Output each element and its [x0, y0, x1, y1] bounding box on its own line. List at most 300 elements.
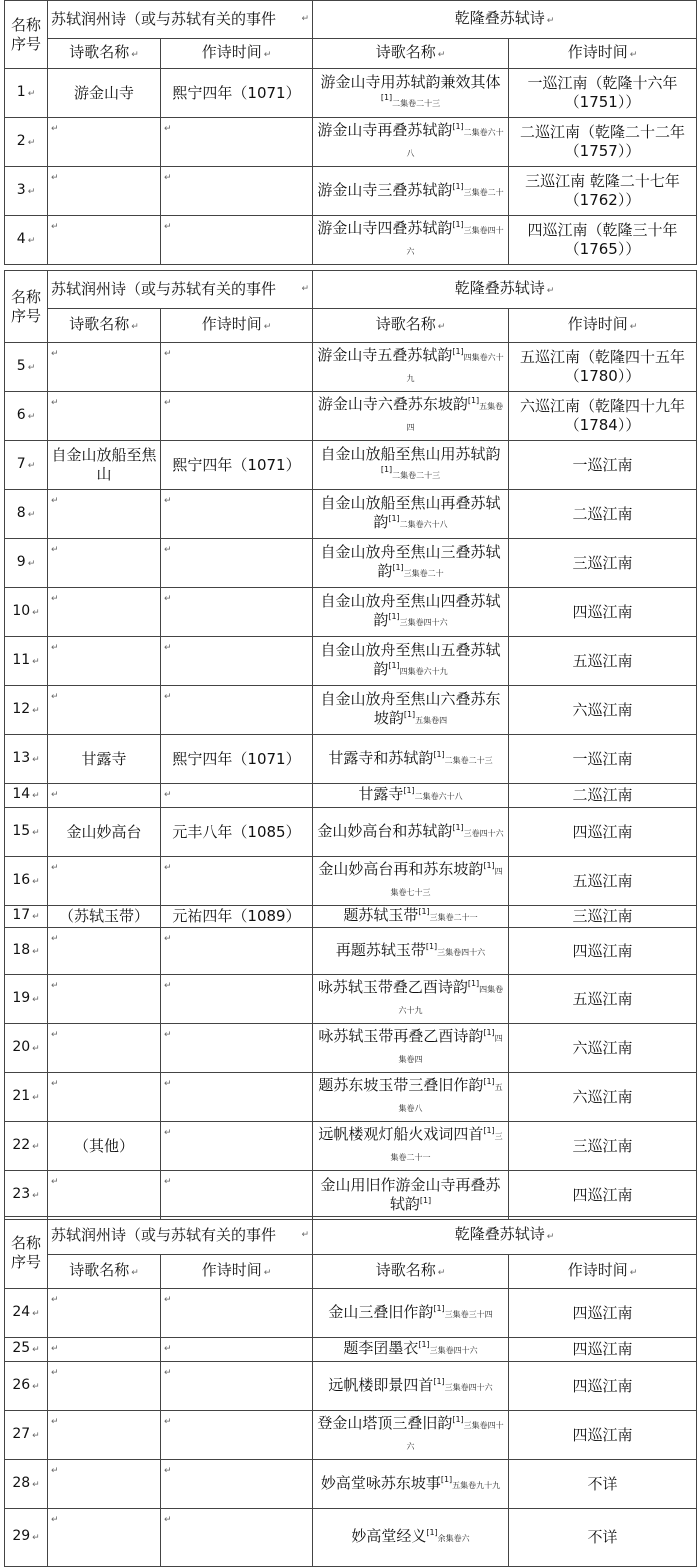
qianlong-poem-name: 游金山寺用苏轼韵兼效其体 [320, 73, 501, 91]
table-row [5, 808, 697, 857]
su-poem-time-cell [161, 1362, 313, 1411]
footnote-ref: [1] [452, 347, 464, 356]
row-number [5, 928, 48, 975]
table-row [5, 539, 697, 588]
paragraph-mark: ↵ [437, 1267, 446, 1278]
su-poem-name-cell [48, 906, 161, 928]
qianlong-poem-name-cell [313, 1411, 509, 1460]
qianlong-poem-name: 游金山寺三叠苏轼韵 [317, 180, 453, 199]
table-row [5, 1509, 697, 1567]
qianlong-poem-time-cell [509, 1171, 697, 1220]
paragraph-mark: ↵ [164, 594, 172, 604]
qianlong-poem-name: 题李囝墨衣 [343, 1339, 419, 1357]
qianlong-poem-time-cell [509, 216, 697, 265]
table-row [5, 1460, 697, 1509]
qianlong-poem-name: 游金山寺再叠苏轼韵 [317, 121, 453, 139]
su-poem-time-cell [161, 216, 313, 265]
su-poem-name-cell [48, 1171, 161, 1220]
su-poem-name-header-text: 诗歌名称 [69, 1260, 130, 1279]
qianlong-poem-time-header [509, 39, 697, 69]
collection-volume: 二集卷六十八 [399, 520, 448, 529]
qianlong-poem-time-header-text: 作诗时间 [567, 314, 628, 333]
qianlong-poem-time-cell [509, 1338, 697, 1362]
qianlong-poem-name-cell [313, 441, 509, 490]
qianlong-poem-time: 五巡江南 [572, 651, 633, 670]
qianlong-poem-name-cell [313, 490, 509, 539]
paragraph-mark: ↵ [164, 790, 172, 800]
qianlong-poem-time: 三巡江南 [572, 1136, 633, 1155]
paragraph-mark: ↵ [301, 1230, 309, 1240]
number-header-text: 名称序号 [10, 287, 41, 325]
row-number-text: 18 [12, 941, 31, 958]
paragraph-mark: ↵ [51, 1177, 59, 1187]
footnote-ref: [1] [483, 1126, 495, 1135]
su-poem-name-cell [48, 735, 161, 784]
row-number-text: 29 [12, 1528, 31, 1544]
table-row [5, 118, 697, 167]
qianlong-poem-name-cell [313, 857, 509, 906]
row-number-text: 28 [12, 1474, 31, 1491]
qianlong-poem-name: 题苏东坡玉带三叠旧作韵 [318, 1076, 484, 1094]
row-number [5, 216, 48, 265]
row-number [5, 539, 48, 588]
qianlong-poem-name-header [313, 39, 509, 69]
qianlong-poem-name: 再题苏轼玉带 [335, 940, 426, 959]
qianlong-poem-name-cell [313, 1362, 509, 1411]
su-shi-group-header-text: 苏轼润州诗（或与苏轼有关的事件 [51, 1226, 277, 1244]
row-number [5, 1411, 48, 1460]
footnote-ref: [1] [403, 710, 416, 719]
row-number-text: 9 [16, 553, 26, 570]
table-row [5, 392, 697, 441]
table-row [5, 490, 697, 539]
qianlong-poem-name: 远帆楼观灯船火戏词四首 [318, 1125, 484, 1143]
collection-volume: 三集卷二十一 [390, 1132, 503, 1162]
collection-volume: 三集卷二十 [463, 187, 504, 197]
qianlong-poem-time: 六巡江南 [572, 1038, 633, 1057]
poem-table [4, 270, 697, 1220]
qianlong-poem-name: 自金山放舟至焦山四叠苏轼韵 [320, 592, 501, 629]
row-number [5, 1073, 48, 1122]
su-poem-time-cell [161, 441, 313, 490]
su-poem-time-cell [161, 784, 313, 808]
qianlong-poem-time-header [509, 1255, 697, 1289]
cell-text: （苏轼玉带） [58, 907, 149, 925]
poem-table [4, 0, 697, 265]
paragraph-mark: ↵ [51, 1368, 59, 1378]
qianlong-poem-time-cell [509, 686, 697, 735]
header-row-group [5, 1217, 697, 1255]
row-number [5, 167, 48, 216]
su-poem-name-cell [48, 637, 161, 686]
footnote-ref: [1] [483, 1077, 495, 1086]
collection-volume: 五集卷八 [398, 1083, 503, 1113]
su-poem-time-cell [161, 1289, 313, 1338]
row-number-text: 27 [12, 1425, 31, 1442]
qianlong-group-header [313, 271, 697, 309]
row-number [5, 343, 48, 392]
row-number [5, 975, 48, 1024]
su-poem-time-cell [161, 343, 313, 392]
qianlong-poem-time-cell [509, 1289, 697, 1338]
row-number [5, 392, 48, 441]
qianlong-poem-name: 题苏轼玉带 [343, 906, 419, 924]
table-row [5, 1024, 697, 1073]
paragraph-mark: ↵ [27, 186, 36, 197]
cell-text: 自金山放船至焦山 [51, 446, 157, 483]
su-poem-time-cell [161, 1460, 313, 1509]
qianlong-poem-time: 三巡江南 [572, 907, 633, 925]
su-poem-name-cell [48, 975, 161, 1024]
su-poem-time-cell [161, 1509, 313, 1567]
number-header [5, 271, 48, 343]
paragraph-mark: ↵ [32, 1381, 40, 1392]
table-row [5, 216, 697, 265]
qianlong-poem-name: 游金山寺四叠苏轼韵 [317, 219, 453, 237]
row-number [5, 735, 48, 784]
paragraph-mark: ↵ [51, 1030, 59, 1040]
qianlong-poem-time: 四巡江南 [572, 941, 633, 960]
qianlong-poem-time: 六巡江南（乾隆四十九年（1784）） [519, 397, 685, 434]
su-poem-name-cell [48, 69, 161, 118]
paragraph-mark: ↵ [164, 1295, 172, 1305]
su-poem-time-header [161, 1255, 313, 1289]
table-row [5, 1362, 697, 1411]
row-number [5, 441, 48, 490]
row-number-text: 11 [12, 651, 31, 668]
su-poem-name-header-text: 诗歌名称 [69, 314, 130, 333]
su-poem-time-cell [161, 1411, 313, 1460]
collection-volume: 三卷四十六 [463, 828, 504, 838]
su-poem-time-header [161, 39, 313, 69]
paragraph-mark: ↵ [131, 49, 139, 60]
paragraph-mark: ↵ [164, 643, 172, 653]
number-header-text: 名称序号 [10, 1233, 41, 1271]
row-number [5, 1024, 48, 1073]
footnote-ref: [1] [467, 979, 480, 988]
qianlong-poem-name-header [313, 309, 509, 343]
footnote-ref: [1] [388, 514, 400, 523]
row-number-text: 1 [16, 83, 26, 100]
row-number-text: 17 [12, 907, 31, 923]
su-poem-time-cell [161, 906, 313, 928]
row-number [5, 69, 48, 118]
qianlong-poem-time-cell [509, 808, 697, 857]
footnote-ref: [1] [388, 661, 400, 670]
paragraph-mark: ↵ [51, 1295, 59, 1305]
paragraph-mark: ↵ [164, 222, 172, 232]
collection-volume: 五集卷九十九 [452, 1480, 501, 1490]
row-number-text: 4 [16, 230, 26, 247]
qianlong-group-text: 乾隆叠苏轼诗 [454, 8, 545, 27]
su-poem-time-cell [161, 1171, 313, 1220]
paragraph-mark: ↵ [32, 1533, 40, 1543]
qianlong-poem-time-cell [509, 118, 697, 167]
collection-volume: 三集卷三十四 [444, 1309, 493, 1319]
qianlong-poem-time: 三巡江南 乾隆二十七年（1762）） [525, 172, 680, 209]
paragraph-mark: ↵ [51, 790, 59, 800]
row-number [5, 906, 48, 928]
row-number [5, 686, 48, 735]
cell-text: （其他） [73, 1136, 134, 1155]
table-row [5, 975, 697, 1024]
qianlong-poem-name-cell [313, 975, 509, 1024]
qianlong-poem-name-cell [313, 906, 509, 928]
row-number [5, 1362, 48, 1411]
qianlong-poem-name: 自金山放舟至焦山六叠苏东坡韵 [320, 690, 501, 727]
table-row [5, 167, 697, 216]
paragraph-mark: ↵ [51, 1344, 59, 1354]
su-poem-name-cell [48, 784, 161, 808]
row-number-text: 14 [12, 786, 31, 802]
su-poem-time-cell [161, 167, 313, 216]
qianlong-poem-time-cell [509, 167, 697, 216]
qianlong-poem-time: 二巡江南（乾隆二十二年（1757）） [519, 123, 685, 160]
row-number-text: 23 [12, 1185, 31, 1202]
su-poem-name-header-text: 诗歌名称 [69, 42, 130, 61]
qianlong-poem-time-cell [509, 1073, 697, 1122]
qianlong-poem-time-cell [509, 928, 697, 975]
table-row [5, 1411, 697, 1460]
footnote-ref: [1] [426, 1528, 438, 1537]
paragraph-mark: ↵ [131, 1267, 139, 1278]
qianlong-poem-time: 四巡江南 [572, 822, 633, 841]
qianlong-poem-time: 二巡江南 [572, 786, 633, 804]
paragraph-mark: ↵ [32, 912, 40, 922]
collection-volume: 余集卷六 [437, 1534, 470, 1543]
collection-volume: 四集卷七十三 [390, 867, 503, 897]
qianlong-poem-name: 咏苏轼玉带叠乙酉诗韵 [317, 978, 468, 996]
table-row [5, 1338, 697, 1362]
qianlong-poem-time: 四巡江南 [572, 602, 633, 621]
header-row-columns [5, 39, 697, 69]
paragraph-mark: ↵ [32, 946, 40, 957]
paragraph-mark: ↵ [164, 124, 172, 134]
row-number-text: 3 [16, 181, 26, 198]
su-poem-time-cell [161, 857, 313, 906]
paragraph-mark: ↵ [32, 1043, 40, 1054]
row-number [5, 784, 48, 808]
su-poem-name-cell [48, 216, 161, 265]
row-number-text: 22 [12, 1136, 31, 1153]
footnote-ref: [1] [392, 563, 404, 572]
row-number [5, 588, 48, 637]
su-poem-time-header-text: 作诗时间 [201, 42, 262, 61]
paragraph-mark: ↵ [437, 49, 446, 60]
paragraph-mark: ↵ [51, 594, 59, 604]
table-row [5, 1073, 697, 1122]
qianlong-poem-name-cell [313, 1338, 509, 1362]
paragraph-mark: ↵ [301, 284, 309, 294]
paragraph-mark: ↵ [164, 1344, 172, 1354]
su-poem-name-cell [48, 441, 161, 490]
footnote-ref: [1] [467, 396, 480, 405]
paragraph-mark: ↵ [164, 1515, 172, 1525]
qianlong-poem-time-cell [509, 857, 697, 906]
qianlong-poem-name: 甘露寺 [358, 785, 404, 803]
cell-text: 熙宁四年（1071） [172, 749, 301, 768]
paragraph-mark: ↵ [263, 321, 272, 332]
row-number-text: 15 [12, 822, 31, 839]
qianlong-poem-time-cell [509, 637, 697, 686]
su-poem-time-cell [161, 1122, 313, 1171]
row-number-text: 5 [16, 357, 26, 374]
number-header [5, 1, 48, 69]
collection-volume: 三集卷四十六 [429, 1346, 478, 1355]
su-poem-name-cell [48, 1338, 161, 1362]
su-poem-name-cell [48, 1289, 161, 1338]
qianlong-group-header [313, 1, 697, 39]
qianlong-poem-time-cell [509, 1411, 697, 1460]
su-poem-time-cell [161, 539, 313, 588]
su-poem-name-header [48, 309, 161, 343]
su-poem-time-header [161, 309, 313, 343]
qianlong-poem-name-cell [313, 637, 509, 686]
footnote-ref: [1] [418, 907, 430, 916]
qianlong-poem-time-cell [509, 588, 697, 637]
paragraph-mark: ↵ [32, 1345, 40, 1355]
collection-volume: 三集卷四十六 [444, 1382, 493, 1392]
row-number-text: 10 [12, 602, 31, 619]
paragraph-mark: ↵ [164, 1417, 172, 1427]
collection-volume: 三集卷四十六 [406, 226, 504, 256]
paragraph-mark: ↵ [32, 1092, 40, 1103]
qianlong-poem-name-header-text: 诗歌名称 [375, 314, 436, 333]
qianlong-poem-name-cell [313, 1460, 509, 1509]
table-row [5, 928, 697, 975]
qianlong-poem-time-cell [509, 490, 697, 539]
collection-volume: 三集卷二十一 [429, 913, 478, 922]
paragraph-mark: ↵ [51, 981, 59, 991]
paragraph-mark: ↵ [32, 1308, 40, 1319]
su-poem-time-cell [161, 1073, 313, 1122]
paragraph-mark: ↵ [32, 791, 40, 801]
su-poem-name-cell [48, 118, 161, 167]
cell-text: 金山妙高台 [66, 822, 142, 841]
paragraph-mark: ↵ [164, 1128, 172, 1138]
qianlong-poem-time: 一巡江南（乾隆十六年（1751）） [527, 74, 678, 111]
footnote-ref: [1] [452, 122, 464, 131]
table-row [5, 1122, 697, 1171]
cell-text: 熙宁四年（1071） [172, 455, 301, 474]
paragraph-mark: ↵ [32, 607, 40, 618]
footnote-ref: [1] [433, 749, 445, 759]
qianlong-poem-time: 五巡江南 [572, 989, 633, 1008]
paragraph-mark: ↵ [27, 362, 36, 373]
qianlong-poem-name: 游金山寺五叠苏轼韵 [317, 346, 453, 364]
qianlong-poem-name: 妙高堂经义 [351, 1527, 427, 1545]
su-poem-name-cell [48, 1411, 161, 1460]
qianlong-poem-time: 五巡江南（乾隆四十五年（1780）） [519, 348, 685, 385]
paragraph-mark: ↵ [546, 1231, 555, 1242]
qianlong-poem-name-cell [313, 808, 509, 857]
paragraph-mark: ↵ [51, 349, 59, 359]
footnote-ref: [1] [380, 465, 393, 474]
qianlong-poem-time: 四巡江南 [572, 1303, 633, 1322]
paragraph-mark: ↵ [32, 827, 40, 838]
paragraph-mark: ↵ [164, 398, 172, 408]
footnote-ref: [1] [452, 822, 464, 832]
row-number [5, 1460, 48, 1509]
qianlong-poem-time-cell [509, 1460, 697, 1509]
paragraph-mark: ↵ [32, 1430, 40, 1441]
su-poem-time-cell [161, 686, 313, 735]
su-poem-name-cell [48, 1073, 161, 1122]
paragraph-mark: ↵ [51, 692, 59, 702]
table-row [5, 857, 697, 906]
qianlong-poem-name-header [313, 1255, 509, 1289]
row-number [5, 118, 48, 167]
row-number [5, 1122, 48, 1171]
qianlong-poem-name: 金山用旧作游金山寺再叠苏轼韵 [320, 1176, 501, 1213]
qianlong-poem-time-cell [509, 906, 697, 928]
qianlong-poem-name-cell [313, 1073, 509, 1122]
number-header [5, 1217, 48, 1289]
paragraph-mark: ↵ [27, 509, 36, 520]
qianlong-poem-name-cell [313, 343, 509, 392]
qianlong-poem-time: 四巡江南 [572, 1340, 633, 1358]
qianlong-poem-time-cell [509, 441, 697, 490]
qianlong-poem-time-cell [509, 343, 697, 392]
qianlong-poem-time: 四巡江南 [572, 1185, 633, 1204]
poem-table [4, 1216, 697, 1567]
row-number-text: 25 [12, 1340, 31, 1356]
su-poem-name-header [48, 39, 161, 69]
qianlong-poem-name: 远帆楼即景四首 [328, 1375, 434, 1394]
qianlong-poem-name: 自金山放舟至焦山五叠苏轼韵 [320, 641, 501, 678]
qianlong-poem-time: 不详 [587, 1528, 618, 1546]
qianlong-poem-name-cell [313, 167, 509, 216]
table-row [5, 637, 697, 686]
su-poem-name-cell [48, 490, 161, 539]
paragraph-mark: ↵ [164, 1079, 172, 1089]
paragraph-mark: ↵ [164, 545, 172, 555]
qianlong-poem-time-cell [509, 69, 697, 118]
su-poem-name-cell [48, 1362, 161, 1411]
paragraph-mark: ↵ [32, 656, 40, 667]
row-number-text: 21 [12, 1087, 31, 1104]
footnote-ref: [1] [452, 181, 464, 191]
su-poem-name-cell [48, 167, 161, 216]
collection-volume: 二集卷二十三 [392, 471, 441, 480]
row-number [5, 1171, 48, 1220]
collection-volume: 二集卷六十八 [406, 128, 504, 158]
qianlong-poem-time: 三巡江南 [572, 553, 633, 572]
collection-volume: 三集卷四十六 [437, 947, 486, 957]
row-number [5, 857, 48, 906]
qianlong-poem-time-header [509, 309, 697, 343]
paragraph-mark: ↵ [164, 1466, 172, 1476]
cell-text: 甘露寺 [81, 749, 127, 768]
paragraph-mark: ↵ [301, 14, 309, 24]
qianlong-poem-name-cell [313, 784, 509, 808]
paragraph-mark: ↵ [164, 173, 172, 183]
qianlong-poem-name: 甘露寺和苏轼韵 [328, 748, 434, 767]
su-poem-time-cell [161, 1024, 313, 1073]
su-poem-time-header-text: 作诗时间 [201, 1260, 262, 1279]
table-row [5, 686, 697, 735]
qianlong-poem-name-cell [313, 735, 509, 784]
su-poem-name-cell [48, 1024, 161, 1073]
row-number [5, 1509, 48, 1567]
paragraph-mark: ↵ [51, 934, 59, 944]
su-shi-group-header-text: 苏轼润州诗（或与苏轼有关的事件 [51, 10, 277, 28]
su-poem-time-cell [161, 928, 313, 975]
paragraph-mark: ↵ [164, 1030, 172, 1040]
qianlong-poem-name: 登金山塔顶三叠旧韵 [317, 1414, 453, 1432]
cell-text: 游金山寺 [73, 83, 134, 102]
qianlong-poem-name-cell [313, 392, 509, 441]
